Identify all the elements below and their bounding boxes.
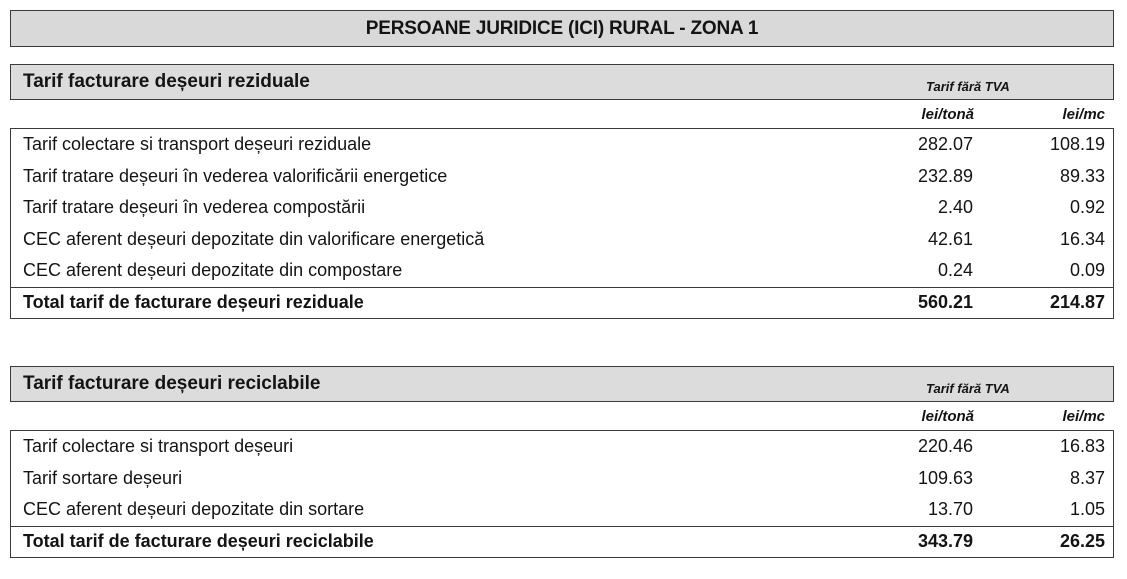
section-recyclable bbox=[10, 366, 1114, 558]
row-lei-mc: 108.19 bbox=[1049, 134, 1105, 154]
table-row bbox=[11, 192, 1113, 224]
section-title: Tarif facturare deșeuri reciclabile bbox=[23, 373, 321, 394]
row-lei-mc: 8.37 bbox=[1069, 467, 1105, 488]
row-label: CEC aferent deșeuri depozitate din compostare bbox=[23, 260, 403, 280]
section-header bbox=[10, 64, 1114, 100]
row-label: Tarif tratare deșeuri în vederea valorificării energetice bbox=[23, 165, 448, 186]
row-lei-tona: 13.70 bbox=[927, 499, 973, 519]
row-label: CEC aferent deșeuri depozitate din valorificare energetică bbox=[23, 228, 485, 249]
row-lei-mc: 0.92 bbox=[1069, 197, 1105, 217]
unit-lei-tona: lei/tonă bbox=[921, 408, 974, 425]
table-row bbox=[11, 463, 1113, 495]
table-row bbox=[11, 129, 1113, 161]
row-label: Tarif colectare si transport deșeuri bbox=[23, 436, 294, 456]
row-label: Tarif tratare deșeuri în vederea compostării bbox=[23, 197, 366, 217]
table-row bbox=[11, 224, 1113, 256]
row-lei-tona: 109.63 bbox=[917, 467, 973, 488]
table-row bbox=[11, 255, 1113, 287]
row-lei-tona: 220.46 bbox=[917, 436, 973, 456]
row-label: Tarif colectare si transport deșeuri reziduale bbox=[23, 134, 372, 154]
page-title bbox=[10, 10, 1114, 47]
row-lei-tona: 2.40 bbox=[937, 197, 973, 217]
units-row bbox=[10, 402, 1114, 430]
row-lei-tona: 42.61 bbox=[927, 228, 973, 249]
section-title: Tarif facturare deșeuri reziduale bbox=[23, 71, 310, 92]
unit-lei-mc: lei/mc bbox=[1062, 408, 1105, 425]
tva-label: Tarif fără TVA bbox=[926, 79, 1010, 94]
total-lei-tona: 560.21 bbox=[917, 291, 973, 312]
total-row bbox=[10, 288, 1114, 319]
section-residual bbox=[10, 64, 1114, 319]
unit-lei-tona: lei/tonă bbox=[921, 106, 974, 123]
row-label: Tarif sortare deșeuri bbox=[23, 467, 183, 488]
row-lei-mc: 16.34 bbox=[1059, 228, 1105, 249]
row-lei-tona: 282.07 bbox=[917, 134, 973, 154]
row-lei-mc: 89.33 bbox=[1059, 165, 1105, 186]
total-lei-mc: 214.87 bbox=[1049, 291, 1105, 312]
row-lei-mc: 1.05 bbox=[1069, 499, 1105, 519]
row-lei-tona: 0.24 bbox=[937, 260, 973, 280]
table-body bbox=[10, 128, 1114, 288]
table-row bbox=[11, 494, 1113, 526]
units-row bbox=[10, 100, 1114, 128]
total-label: Total tarif de facturare deșeuri reciclabile bbox=[23, 530, 374, 551]
row-lei-mc: 16.83 bbox=[1059, 436, 1105, 456]
page-title-text: PERSOANE JURIDICE (ICI) RURAL - ZONA 1 bbox=[365, 17, 759, 39]
total-lei-mc: 26.25 bbox=[1059, 530, 1105, 551]
unit-lei-mc: lei/mc bbox=[1062, 106, 1105, 123]
row-lei-mc: 0.09 bbox=[1069, 260, 1105, 280]
row-label: CEC aferent deșeuri depozitate din sortare bbox=[23, 499, 365, 519]
row-lei-tona: 232.89 bbox=[917, 165, 973, 186]
table-body bbox=[10, 430, 1114, 527]
total-row bbox=[10, 527, 1114, 558]
total-label: Total tarif de facturare deșeuri reziduale bbox=[23, 291, 364, 312]
total-lei-tona: 343.79 bbox=[917, 530, 973, 551]
section-header bbox=[10, 366, 1114, 402]
table-row bbox=[11, 431, 1113, 463]
tva-label: Tarif fără TVA bbox=[926, 381, 1010, 396]
table-row bbox=[11, 161, 1113, 193]
